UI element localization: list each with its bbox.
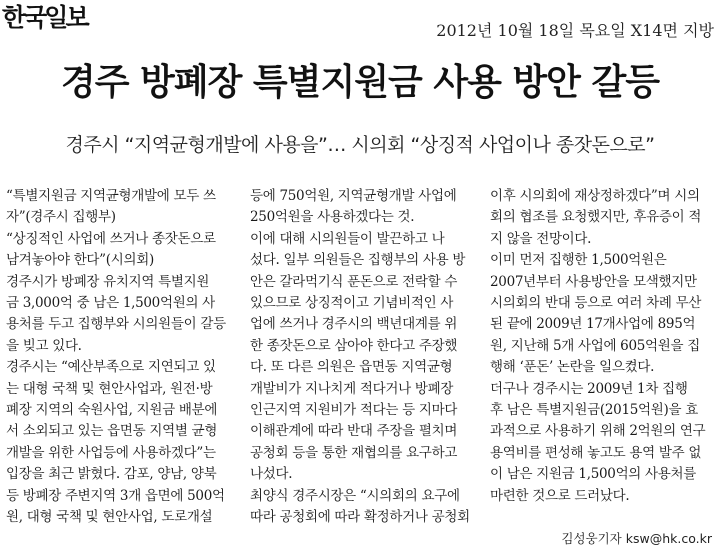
article-text-line: 이 남은 지원금 1,500억의 사용처를 <box>490 466 697 483</box>
article-column-2 <box>250 186 480 559</box>
article-text-line: “상징적인 사업에 쓰거나 종잣돈으로 <box>6 230 216 247</box>
article-column-1 <box>6 186 242 559</box>
article-text-line: 등 방폐장 주변지역 3개 읍면에 500억 <box>6 487 225 504</box>
article-column-3 <box>490 186 716 559</box>
article-text-line: 있으므로 상징적이고 기념비적인 사 <box>250 295 454 312</box>
article-text-line: 한 종잣돈으로 삼아야 한다고 주장했 <box>250 337 458 354</box>
article-text-line: 마련한 것으로 드러났다. <box>490 487 630 504</box>
article-text-line: 더구나 경주시는 2009년 1차 집행 <box>490 380 688 397</box>
article-text-line: 는 대형 국책 및 현안사업과, 원전·방 <box>6 380 213 397</box>
article-text-line: 된 끝에 2009년 17개사업에 895억 <box>490 316 696 333</box>
article-text-line: 공청회 등을 통한 재협의를 요구하고 <box>250 444 458 461</box>
article-text-line: 후 남은 특별지원금(2015억원)을 효 <box>490 402 698 419</box>
reporter-byline: 김성웅기자 ksw@hk.co.kr <box>561 531 712 546</box>
article-text-line: 이후 시의회에 재상정하겠다”며 시의 <box>490 188 700 204</box>
article-text-line: 자”(경주시 집행부) <box>6 209 116 226</box>
article-text-line: 입장을 최근 밝혔다. 감포, 양남, 양북 <box>6 466 217 483</box>
article-text-line: 용처를 두고 집행부와 시의원들이 갈등 <box>6 316 226 333</box>
article-text-line: “특별지원금 지역균형개발에 모두 쓰 <box>6 188 216 204</box>
article-text-line: 다. 또 다른 의원은 읍면동 지역균형 <box>250 359 453 376</box>
masthead <box>0 0 720 46</box>
article-text-line: 섰다. 일부 의원들은 집행부의 사용 방 <box>250 252 466 269</box>
article-text-line: 폐장 지역의 숙원사업, 지원금 배분에 <box>6 402 218 419</box>
article-text-line: 을 빚고 있다. <box>6 337 82 354</box>
article-text-line: 과적으로 사용하기 위해 2억원의 연구 <box>490 423 706 440</box>
article-text-line: 원, 대형 국책 및 현안사업, 도로개설 <box>6 509 213 526</box>
article-text-line: 경주시는 “예산부족으로 지연되고 있 <box>6 359 216 376</box>
newspaper-logo: 한국일보 <box>2 3 87 32</box>
article-text-line: 개발비가 지나치게 적다거나 방폐장 <box>250 380 454 397</box>
article-text-line: 금 3,000억 중 남은 1,500억원의 사 <box>6 295 215 312</box>
article-text-line: 인근지역 지원비가 적다는 등 지마다 <box>250 402 458 419</box>
article-text-line: 안은 갈라먹기식 푼돈으로 전락할 수 <box>250 273 458 290</box>
article-subheadline: 경주시 “지역균형개발에 사용을”… 시의회 “상징적 사업이나 종잣돈으로” <box>65 134 655 156</box>
article-body <box>0 186 720 559</box>
article-text-line: 이미 먼저 집행한 1,500억원은 <box>490 252 667 269</box>
article-text-line: 남겨놓아야 한다”(시의회) <box>6 252 154 269</box>
article-text-line: 회의 협조를 요청했지만, 후유증이 적 <box>490 209 702 226</box>
article-text-line: 개발을 위한 사업등에 사용하겠다”는 <box>6 444 216 461</box>
article-text-line: 나섰다. <box>250 466 293 483</box>
article-text-line: 등에 750억원, 지역균형개발 사업에 <box>250 188 457 204</box>
article-text-line: 원, 지난해 5개 사업에 605억원을 집 <box>490 337 700 354</box>
article-text-line: 시의회의 반대 등으로 여러 차례 무산 <box>490 295 702 312</box>
article-text-line: 2007년부터 사용방안을 모색했지만 <box>490 273 697 290</box>
article-text-line: 이해관계에 따라 반대 주장을 펼치며 <box>250 423 458 440</box>
article-text-line: 250억원을 사용하겠다는 것. <box>250 209 415 226</box>
article-text-line: 지 않을 전망이다. <box>490 230 592 247</box>
article-headline: 경주 방폐장 특별지원금 사용 방안 갈등 <box>60 62 660 103</box>
article-text-line: 최양식 경주시장은 “시의회의 요구에 <box>250 487 460 504</box>
article-text-line: 용역비를 편성해 놓고도 용역 발주 없 <box>490 444 702 461</box>
article-text-line: 업에 쓰거나 경주시의 백년대계를 위 <box>250 316 458 333</box>
article-text-line: 행해 ‘푼돈’ 논란을 일으켰다. <box>490 359 655 376</box>
article-text-line: 이에 대해 시의원들이 발끈하고 나 <box>250 230 445 247</box>
dateline: 2012년 10월 18일 목요일 X14면 지방 <box>436 21 714 40</box>
article-text-line: 따라 공청회에 따라 확정하거나 공청회 <box>250 509 470 526</box>
article-text-line: 경주시가 방폐장 유치지역 특별지원 <box>6 273 210 290</box>
article-text-line: 서 소외되고 있는 읍면동 지역별 균형 <box>6 423 218 440</box>
